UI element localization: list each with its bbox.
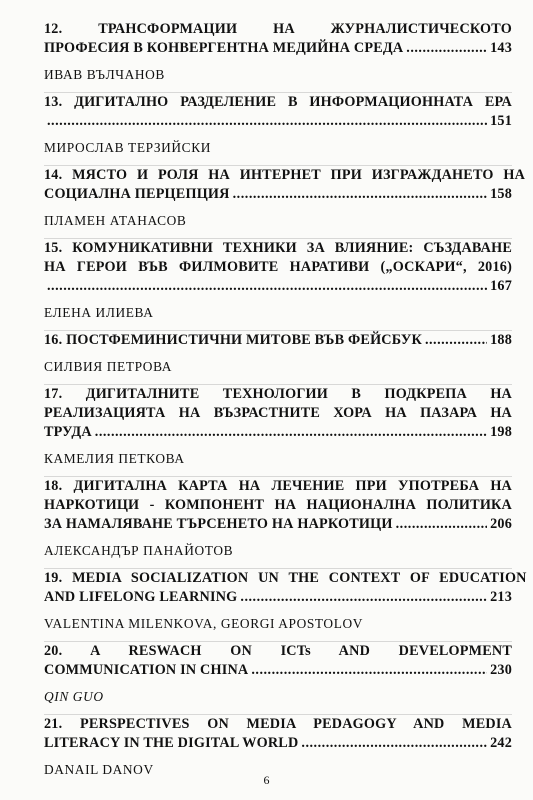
entry-divider xyxy=(44,238,512,239)
toc-page-number: 167 xyxy=(490,278,512,294)
toc-title-line xyxy=(44,331,512,350)
toc-title-line: 21. PERSPECTIVES ON MEDIA PEDAGOGY AND MEDIA xyxy=(44,716,512,732)
toc-entry xyxy=(44,477,512,569)
toc-entry-title xyxy=(44,569,527,607)
entry-divider xyxy=(44,330,512,331)
toc-title-text: LITERACY IN THE DIGITAL WORLD xyxy=(44,735,299,751)
toc-title-line xyxy=(44,185,512,204)
entry-divider xyxy=(44,714,512,715)
toc-title-line: 20. A RESWACH ON ICTs AND DEVELOPMENT xyxy=(44,643,512,659)
dot-leader xyxy=(240,588,487,607)
toc-page-number: 213 xyxy=(490,589,512,605)
toc-entry xyxy=(44,166,526,239)
dot-leader xyxy=(233,185,487,204)
toc-title-text: COMMUNICATION IN CHINA xyxy=(44,662,249,678)
dot-leader xyxy=(406,39,487,58)
toc-entry-title xyxy=(44,331,512,350)
toc-title-line: 15. КОМУНИКАТИВНИ ТЕХНИКИ ЗА ВЛИЯНИЕ: СЪЗДАВАНЕ xyxy=(44,240,512,256)
dot-leader xyxy=(95,423,487,442)
toc-entry-author: ИВАВ ВЪЛЧАНОВ xyxy=(44,67,165,82)
toc-title-line xyxy=(44,112,512,131)
toc-title-text: ЗА НАМАЛЯВАНЕ ТЪРСЕНЕТО НА НАРКОТИЦИ xyxy=(44,516,393,532)
toc-page-number: 188 xyxy=(490,332,512,348)
toc-title-line xyxy=(44,588,512,607)
toc-entry-author: QIN GUO xyxy=(44,689,104,704)
toc-page-number: 158 xyxy=(490,186,512,202)
toc-entry-title xyxy=(44,239,512,296)
toc-title-line xyxy=(44,277,512,296)
entry-divider xyxy=(44,165,512,166)
toc-title-line: 12. ТРАНСФОРМАЦИИ НА ЖУРНАЛИСТИЧЕСКОТО xyxy=(44,21,512,37)
toc-entry xyxy=(44,239,512,331)
toc-title-text: ПРОФЕСИЯ В КОНВЕРГЕНТНА МЕДИЙНА СРЕДА xyxy=(44,40,404,56)
table-of-contents xyxy=(44,20,527,787)
toc-title-line xyxy=(44,39,512,58)
toc-title-line: 19. MEDIA SOCIALIZATION UN THE CONTEXT OF EDUCATION xyxy=(44,570,527,586)
toc-title-line: 13. ДИГИТАЛНО РАЗДЕЛЕНИЕ В ИНФОРМАЦИОННАТА ЕРА xyxy=(44,94,512,110)
dot-leader xyxy=(396,515,487,534)
toc-title-line: 18. ДИГИТАЛНА КАРТА НА ЛЕЧЕНИЕ ПРИ УПОТРЕБА НА xyxy=(44,478,512,494)
toc-entry-author: МИРОСЛАВ ТЕРЗИЙСКИ xyxy=(44,140,212,155)
toc-entry xyxy=(44,93,512,166)
entry-divider xyxy=(44,384,512,385)
toc-entry-author: VALENTINA MILENKOVA, GEORGI APOSTOLOV xyxy=(44,616,364,631)
dot-leader xyxy=(251,661,487,680)
toc-title-line: НАРКОТИЦИ - КОМПОНЕНТ НА НАЦИОНАЛНА ПОЛИТИКА xyxy=(44,497,512,513)
toc-entry-title xyxy=(44,477,512,534)
toc-entry-title xyxy=(44,166,526,204)
toc-title-line: НА ГЕРОИ ВЪВ ФИЛМОВИТЕ НАРАТИВИ („ОСКАРИ“, 2016) xyxy=(44,259,512,275)
toc-title-line xyxy=(44,661,512,680)
toc-entry-author: ЕЛЕНА ИЛИЕВА xyxy=(44,305,154,320)
page-number: 6 xyxy=(263,773,270,787)
toc-title-line: 14. МЯСТО И РОЛЯ НА ИНТЕРНЕТ ПРИ ИЗГРАЖДАНЕТО НА xyxy=(44,167,526,183)
toc-entry xyxy=(44,642,512,715)
entry-divider xyxy=(44,568,512,569)
entry-divider xyxy=(44,92,512,93)
toc-entry-title xyxy=(44,20,512,58)
toc-entry xyxy=(44,569,527,642)
toc-page-number: 230 xyxy=(490,662,512,678)
toc-title-line: РЕАЛИЗАЦИЯТА НА ВЪЗРАСТНИТЕ ХОРА НА ПАЗАРА НА xyxy=(44,405,512,421)
dot-leader xyxy=(425,331,487,350)
toc-entry-title xyxy=(44,385,512,442)
toc-entry-author: КАМЕЛИЯ ПЕТКОВА xyxy=(44,451,185,466)
toc-entry-title xyxy=(44,715,512,753)
toc-entry xyxy=(44,385,512,477)
toc-entry xyxy=(44,331,512,385)
toc-entry xyxy=(44,20,512,93)
dot-leader xyxy=(47,277,487,296)
toc-title-text: AND LIFELONG LEARNING xyxy=(44,589,238,605)
toc-entry xyxy=(44,715,512,778)
toc-page-number: 242 xyxy=(490,735,512,751)
toc-entry-title xyxy=(44,642,512,680)
toc-title-text: 16. ПОСТФЕМИНИСТИЧНИ МИТОВЕ ВЪВ ФЕЙСБУК xyxy=(44,332,422,348)
toc-entry-author: АЛЕКСАНДЪР ПАНАЙОТОВ xyxy=(44,543,234,558)
toc-page-number: 143 xyxy=(490,40,512,56)
entry-divider xyxy=(44,641,512,642)
toc-entry-author: DANAIL DANOV xyxy=(44,762,154,777)
toc-page-number: 151 xyxy=(490,113,512,129)
toc-title-text: СОЦИАЛНА ПЕРЦЕПЦИЯ xyxy=(44,186,230,202)
entry-divider xyxy=(44,476,512,477)
toc-entry-author: СИЛВИЯ ПЕТРОВА xyxy=(44,359,173,374)
toc-entry-title xyxy=(44,93,512,131)
toc-entry-author: ПЛАМЕН АТАНАСОВ xyxy=(44,213,187,228)
toc-title-line xyxy=(44,734,512,753)
toc-title-line xyxy=(44,515,512,534)
toc-title-line xyxy=(44,423,512,442)
dot-leader xyxy=(47,112,487,131)
toc-title-line: 17. ДИГИТАЛНИТЕ ТЕХНОЛОГИИ В ПОДКРЕПА НА xyxy=(44,386,512,402)
toc-page-number: 198 xyxy=(490,424,512,440)
dot-leader xyxy=(301,734,487,753)
toc-title-text: ТРУДА xyxy=(44,424,92,440)
toc-page-number: 206 xyxy=(490,516,512,532)
